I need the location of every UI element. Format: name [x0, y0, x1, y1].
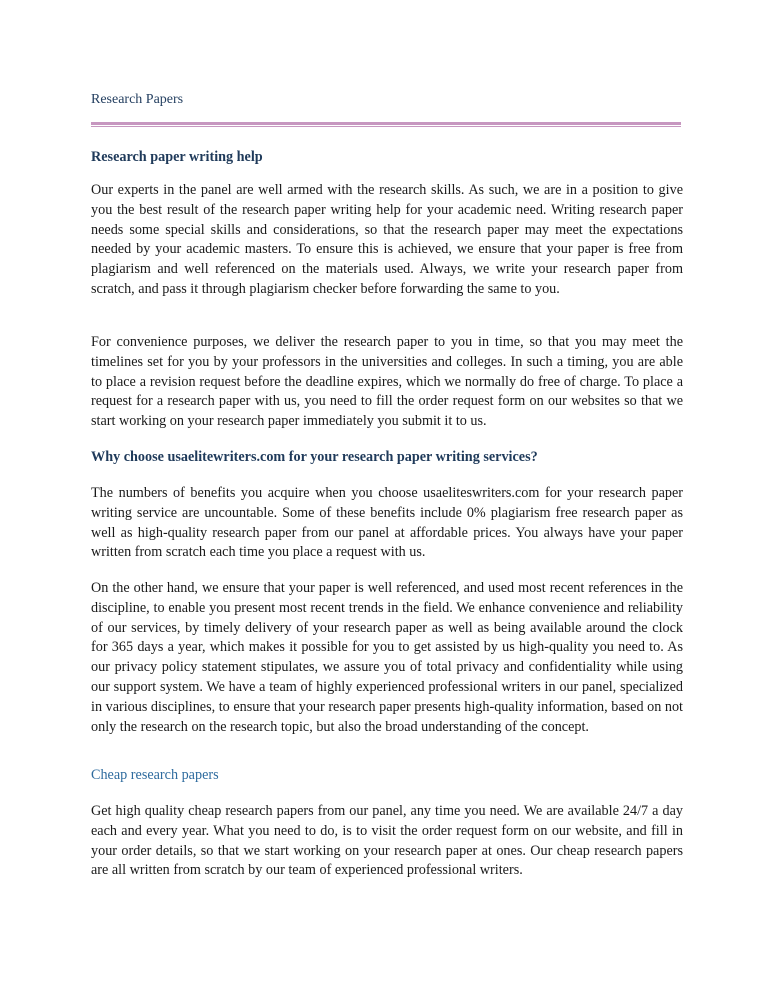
- paragraph-benefits: The numbers of benefits you acquire when you choose usaeliteswriters.com for your research paper writing service are uncountable. Some of these benefits include 0% plagiarism free research paper as well as high-quality research paper from our panel at affordable prices. You always have your paper written from scratch each time you place a request with us.: [91, 485, 683, 561]
- section-heading-why-choose: Why choose usaelitewriters.com for your research paper writing services?: [91, 449, 538, 465]
- section-heading-research-paper-writing-help: Research paper writing help: [91, 149, 263, 165]
- paragraph-other-hand: On the other hand, we ensure that your paper is well referenced, and used most recent references in the discipline, to enable you present most recent trends in the field. We enhance convenience and reliability of our services, by timely delivery of your research paper as well as being available around the clock for 365 days a year, which makes it possible for you to get assisted by us high-quality you need to. As our privacy policy statement stipulates, we assure you of total privacy and confidentiality while using our support system. We have a team of highly experienced professional writers in our panel, specialized in various disciplines, to ensure that your research paper presents high-quality information, based on not only the research on the research topic, but also the broad understanding of the concept.: [91, 580, 683, 735]
- paragraph-convenience: For convenience purposes, we deliver the research paper to you in time, so that you may meet the timelines set for you by your professors in the universities and colleges. In such a timing, you are able to place a revision request before the deadline expires, which we normally do free of charge. To place a request for a research paper with us, you need to fill the order request form on our websites so that we start working on your research paper immediately you submit it to us.: [91, 334, 683, 430]
- section-heading-cheap-research-papers: Cheap research papers: [91, 767, 219, 783]
- paragraph-experts: Our experts in the panel are well armed with the research skills. As such, we are in a position to give you the best result of the research paper writing help for your academic need. Writing research paper needs some special skills and considerations, so that the research paper may meet the expectations needed by your academic masters. To ensure this is achieved, we ensure that your paper is free from plagiarism and well referenced on the materials used. Always, we write your research paper from scratch, and pass it through plagiarism checker before forwarding the same to you.: [91, 182, 683, 297]
- title-divider: [91, 122, 681, 127]
- paragraph-cheap: Get high quality cheap research papers from our panel, any time you need. We are available 24/7 a day each and every year. What you need to do, is to visit the order request form on our website, and fill in your order details, so that we start working on your research paper at ones. Our cheap research papers are all written from scratch by our team of experienced professional writers.: [91, 803, 683, 879]
- document-title: Research Papers: [91, 92, 184, 107]
